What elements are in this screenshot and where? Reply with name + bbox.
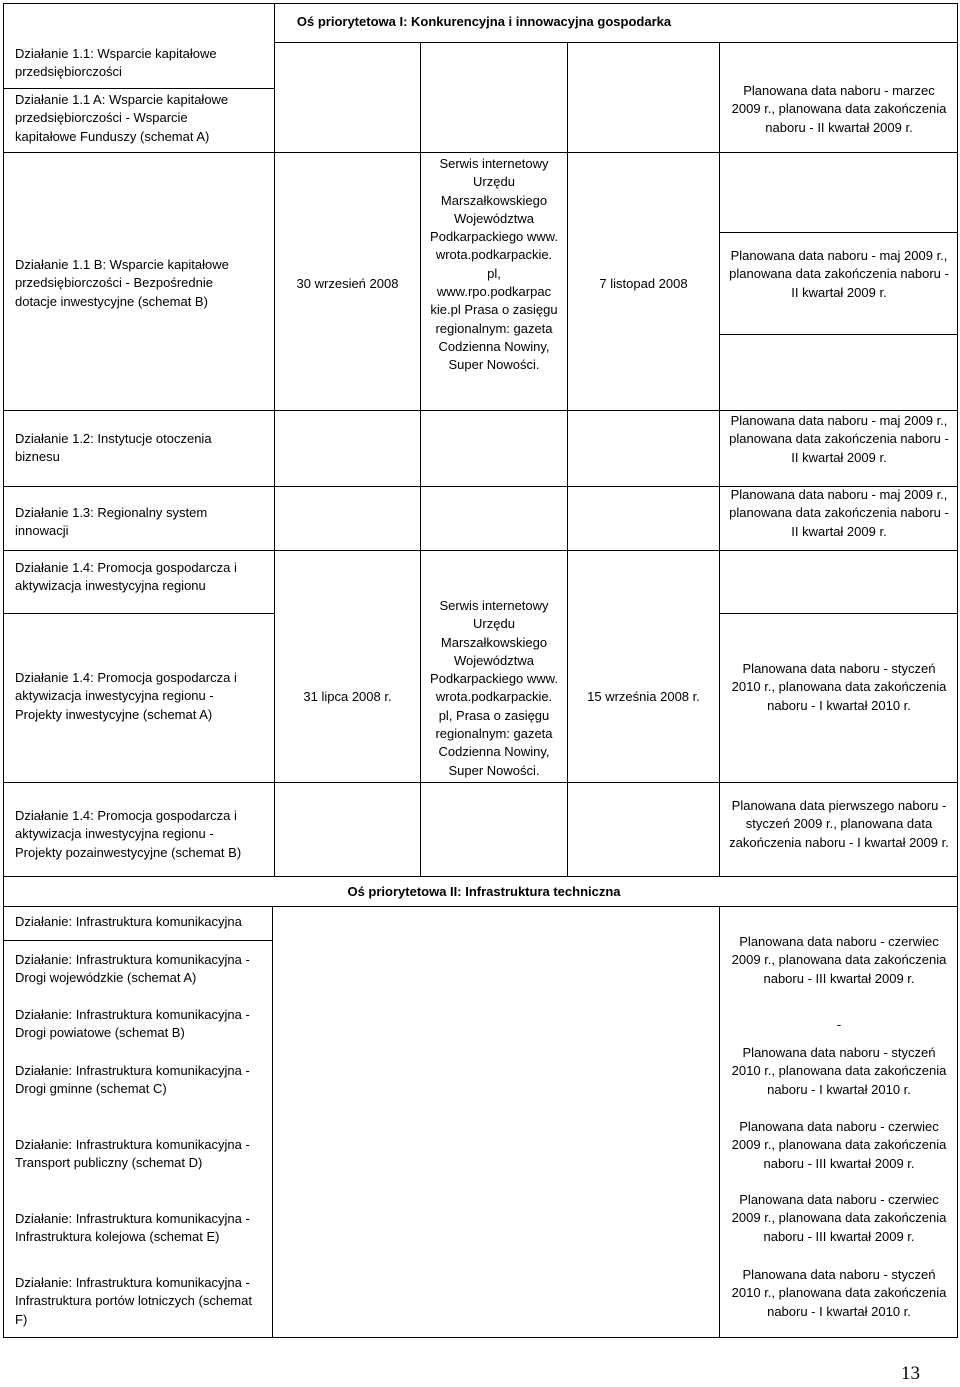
measure-1-1a: Działanie 1.1 A: Wsparcie kapitałowe przedsiębiorczości - Wsparcie kapitałowe Funduszy (schemat A) (15, 92, 229, 144)
measure-2f: Działanie: Infrastruktura komunikacyjna - Infrastruktura portów lotniczych (schemat F) (15, 1275, 252, 1327)
table-border (3, 940, 273, 941)
source-cell: Serwis internetowy Urzędu Marszałkowskiego Województwa Podkarpackiego www. wrota.podkarpackie. pl, Prasa o zasięgu regionalnym: gazeta Codzienna Nowiny, Super Nowości. (430, 598, 558, 778)
publication-date-cell: 7 listopad 2008 (599, 276, 688, 291)
axis-1-header: Oś priorytetowa I: Konkurencyjna i innowacyjna gospodarka (296, 14, 672, 29)
measure-2: Działanie: Infrastruktura komunikacyjna (15, 914, 242, 929)
plan-cell: Planowana data naboru - maj 2009 r., planowana data zakończenia naboru - II kwartał 2009 r. (729, 248, 949, 300)
table-border (3, 550, 275, 551)
plan-cell: Planowana data naboru - czerwiec 2009 r., planowana data zakończenia naboru - III kwartał 2009 r. (731, 1192, 947, 1244)
plan-cell: Planowana data naboru - czerwiec 2009 r., planowana data zakończenia naboru - III kwartał 2009 r. (731, 934, 947, 986)
measure-1-4a: Działanie 1.4: Promocja gospodarcza i aktywizacja inwestycyjna regionu - Projekty inwestycyjne (schemat A) (15, 670, 237, 722)
measure-1-4: Działanie 1.4: Promocja gospodarcza i aktywizacja inwestycyjna regionu (15, 560, 237, 594)
table-border (3, 906, 958, 907)
table-border (3, 613, 275, 614)
table-border (274, 550, 958, 551)
table-border (3, 3, 958, 4)
table-border (719, 613, 958, 614)
date-cell: 31 lipca 2008 r. (303, 689, 392, 704)
table-border (719, 334, 958, 335)
plan-cell: Planowana data naboru - marzec 2009 r., planowana data zakończenia naboru - II kwartał 2009 r. (731, 83, 947, 135)
source-cell: Serwis internetowy Urzędu Marszałkowskiego Województwa Podkarpackiego www. wrota.podkarpackie. pl, www.rpo.podkarpac kie.pl Prasa o zasięgu regionalnym: gazeta Codzienna Nowiny, Super Nowości. (430, 156, 558, 373)
table-border (3, 152, 275, 153)
table-border (957, 3, 958, 1338)
plan-cell: Planowana data naboru - maj 2009 r., planowana data zakończenia naboru - II kwartał 2009 r. (729, 413, 949, 465)
table-border (3, 1337, 958, 1338)
table-border (274, 3, 275, 876)
plan-cell: - (836, 1017, 842, 1032)
plan-cell: Planowana data naboru - styczeń 2010 r., planowana data zakończenia naboru - I kwartał 2010 r. (731, 1045, 947, 1097)
table-border (272, 906, 273, 1338)
page-number: 13 (901, 1363, 920, 1384)
table-border (420, 42, 421, 876)
table-border (3, 88, 275, 89)
measure-1-1b: Działanie 1.1 B: Wsparcie kapitałowe przedsiębiorczości - Bezpośrednie dotacje inwestycyjne (schemat B) (15, 257, 229, 309)
measure-2d: Działanie: Infrastruktura komunikacyjna - Transport publiczny (schemat D) (15, 1137, 250, 1171)
table-border (274, 152, 958, 153)
table-border (274, 782, 958, 783)
publication-date-cell: 15 września 2008 r. (587, 689, 700, 704)
axis-2-header: Oś priorytetowa II: Infrastruktura techniczna (347, 884, 621, 899)
measure-1-1: Działanie 1.1: Wsparcie kapitałowe przedsiębiorczości (15, 46, 217, 80)
measure-2a: Działanie: Infrastruktura komunikacyjna - Drogi wojewódzkie (schemat A) (15, 952, 250, 986)
table-border (719, 232, 958, 233)
measure-2c: Działanie: Infrastruktura komunikacyjna - Drogi gminne (schemat C) (15, 1063, 250, 1097)
table-border (3, 782, 275, 783)
measure-2e: Działanie: Infrastruktura komunikacyjna - Infrastruktura kolejowa (schemat E) (15, 1211, 250, 1245)
table-border (3, 410, 275, 411)
date-cell: 30 wrzesień 2008 (296, 276, 399, 291)
table-border (719, 906, 720, 1338)
plan-cell: Planowana data naboru - styczeń 2010 r., planowana data zakończenia naboru - I kwartał 2010 r. (731, 661, 947, 713)
table-border (3, 486, 275, 487)
table-border (274, 42, 958, 43)
table-border (3, 876, 958, 877)
measure-1-4b: Działanie 1.4: Promocja gospodarcza i aktywizacja inwestycyjna regionu - Projekty pozainwestycyjne (schemat B) (15, 808, 242, 860)
plan-cell: Planowana data pierwszego naboru - styczeń 2009 r., planowana data zakończenia naboru - I kwartał 2009 r. (729, 798, 949, 850)
table-border (719, 42, 720, 876)
measure-1-2: Działanie 1.2: Instytucje otoczenia biznesu (15, 431, 212, 465)
table-border (567, 42, 568, 876)
table-border (274, 410, 958, 411)
measure-2b: Działanie: Infrastruktura komunikacyjna - Drogi powiatowe (schemat B) (15, 1007, 250, 1041)
plan-cell: Planowana data naboru - maj 2009 r., planowana data zakończenia naboru - II kwartał 2009 r. (729, 487, 949, 539)
plan-cell: Planowana data naboru - czerwiec 2009 r., planowana data zakończenia naboru - III kwartał 2009 r. (731, 1119, 947, 1171)
plan-cell: Planowana data naboru - styczeń 2010 r., planowana data zakończenia naboru - I kwartał 2010 r. (731, 1267, 947, 1319)
measure-1-3: Działanie 1.3: Regionalny system innowacji (15, 505, 208, 539)
